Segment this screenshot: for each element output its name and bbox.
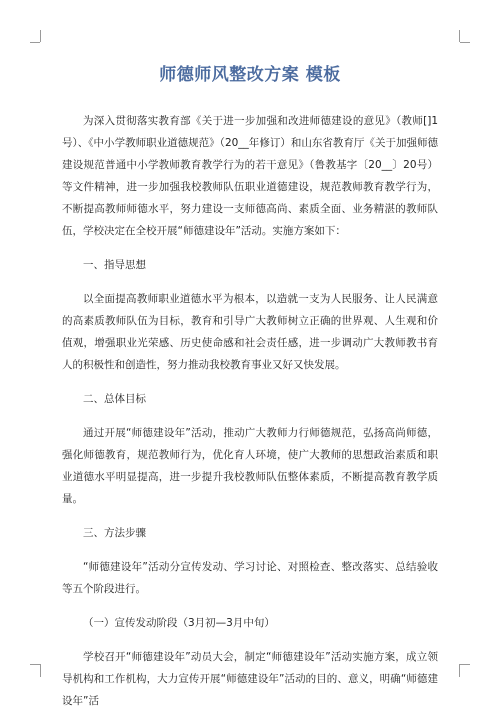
stage-heading-publicity: （一）宣传发动阶段（3月初—3月中旬） (83, 617, 275, 629)
intro-paragraph: 为深入贯彻落实教育部《关于进一步加强和改进师德建设的意见》（教师[]1号）、《中小学教师职业道德规范》（20__年修订）和山东省教育厅《关于加强师德建设规范普通中小学教师教育教学行为的若干意见》（鲁教基字〔20__〕20号）等文件精神，进一步加强我校教师队伍职业道德建设，规范教师教育教学行为，不断提高教师师德水平，努力建设一支师德高尚、素质全面、业务精湛的教师队伍，学校决定在全校开展“师德建设年”活动。实施方案如下： (62, 115, 438, 237)
section-paragraph-overall-goal: 通过开展“师德建设年”活动，推动广大教师力行师德规范，弘扬高尚师德，强化师德教育，规范教师行为，优化育人环境，使广大教师的思想政治素质和职业道德水平明显提高，进一步提升我校教师队伍整体素质，不断提高教育教学质量。 (62, 427, 438, 505)
section-heading-guiding-ideology: 一、指导思想 (83, 259, 146, 271)
crop-mark-top-left (30, 42, 40, 43)
section-heading-overall-goal: 二、总体目标 (83, 393, 146, 405)
crop-mark-bottom-left (40, 664, 41, 677)
document-title: 师德师风整改方案 模板 (159, 65, 341, 85)
crop-mark-bottom-right (459, 664, 460, 677)
section-heading-methods-steps: 三、方法步骤 (83, 527, 146, 539)
crop-mark-bottom-right (460, 664, 470, 665)
section-paragraph-methods-steps: “师德建设年”活动分宣传发动、学习讨论、对照检查、整改落实、总结验收等五个阶段进行。 (62, 561, 438, 595)
crop-mark-top-left (40, 30, 41, 42)
section-paragraph-guiding-ideology: 以全面提高教师职业道德水平为根本，以造就一支为人民服务、让人民满意的高素质教师队伍为目标，教育和引导广大教师树立正确的世界观、人生观和价值观，增强职业光荣感、历史使命感和社会责任感，进一步调动广大教师教书育人的积极性和创造性，努力推动我校教育事业又好又快发展。 (62, 293, 438, 371)
crop-mark-top-right (460, 42, 470, 43)
stage-paragraph-publicity: 学校召开“师德建设年”动员大会，制定“师德建设年”活动实施方案，成立领导机构和工作机构，大力宣传开展“师德建设年”活动的目的、意义，明确“师德建设年”活 (62, 651, 438, 707)
crop-mark-bottom-left (30, 664, 40, 665)
document-body (62, 110, 438, 724)
crop-mark-top-right (459, 30, 460, 42)
